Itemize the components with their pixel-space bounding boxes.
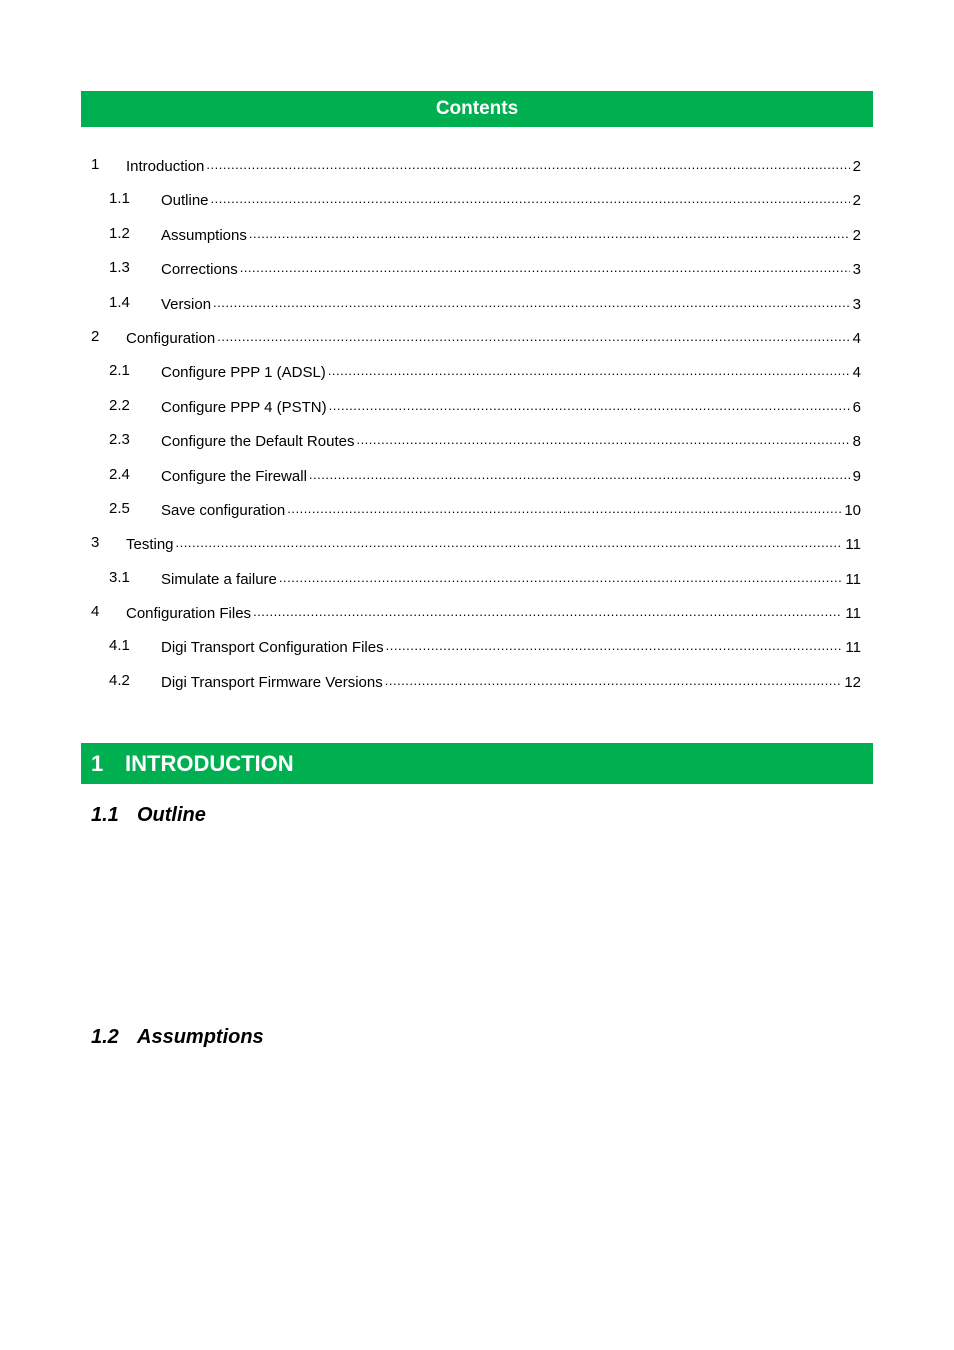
toc-entry-page: 11 xyxy=(845,639,861,657)
toc-dot-leader xyxy=(240,259,850,274)
toc-entry-page: 11 xyxy=(845,536,861,554)
toc-entry-page: 11 xyxy=(845,570,861,588)
toc-dot-leader xyxy=(328,362,850,377)
toc-entry-line xyxy=(161,466,861,485)
toc-entry-page: 3 xyxy=(852,295,861,313)
toc-entry-page: 2 xyxy=(852,158,861,175)
toc-entry-line xyxy=(161,569,861,588)
toc-entry-page: 4 xyxy=(852,329,861,347)
toc-entry-number: 2.1 xyxy=(109,362,130,380)
toc-entry-page: 2 xyxy=(852,192,861,210)
section-title: INTRODUCTION xyxy=(125,750,294,776)
toc-entry[interactable] xyxy=(81,217,873,251)
toc-dot-leader xyxy=(385,672,842,687)
toc-entry-title: Corrections xyxy=(161,261,238,279)
toc-entry-title: Configuration xyxy=(126,329,216,347)
toc-entry[interactable] xyxy=(81,629,873,663)
toc-entry-line xyxy=(161,259,861,278)
section-number: 1 xyxy=(91,750,104,776)
toc-dot-leader xyxy=(309,466,850,481)
subsection-title: Assumptions xyxy=(137,1026,264,1048)
toc-entry[interactable] xyxy=(81,389,873,423)
toc-entry[interactable] xyxy=(81,354,873,388)
toc-entry-title: Introduction xyxy=(126,158,205,175)
subsection-heading-assumptions xyxy=(91,1026,264,1049)
toc-entry-title: Version xyxy=(161,295,212,313)
toc-entry[interactable] xyxy=(81,148,873,182)
table-of-contents xyxy=(81,148,873,698)
toc-entry-number: 1.1 xyxy=(109,190,130,208)
toc-entry-page: 11 xyxy=(845,605,861,623)
toc-entry[interactable] xyxy=(81,526,873,560)
toc-dot-leader xyxy=(279,569,843,584)
toc-dot-leader xyxy=(176,534,843,549)
toc-entry-number: 2.2 xyxy=(109,396,130,414)
subsection-title: Outline xyxy=(137,804,206,826)
toc-entry-title: Configure the Default Routes xyxy=(161,433,355,451)
subsection-number: 1.2 xyxy=(91,1026,119,1048)
toc-entry-title: Testing xyxy=(126,536,174,554)
toc-entry[interactable] xyxy=(81,458,873,492)
toc-dot-leader xyxy=(356,431,849,446)
toc-entry-title: Configure PPP 1 (ADSL) xyxy=(161,364,326,382)
toc-entry-page: 9 xyxy=(852,467,861,485)
toc-entry-number: 2.4 xyxy=(109,465,130,483)
toc-entry-line xyxy=(126,156,861,175)
toc-entry[interactable] xyxy=(81,423,873,457)
toc-entry-title: Configuration Files xyxy=(126,605,252,623)
toc-entry[interactable] xyxy=(81,320,873,354)
toc-entry-page: 2 xyxy=(852,226,861,244)
toc-dot-leader xyxy=(211,190,850,205)
toc-entry-title: Assumptions xyxy=(161,226,247,244)
toc-entry-page: 3 xyxy=(852,261,861,279)
toc-entry-page: 4 xyxy=(852,364,861,382)
toc-entry-line xyxy=(161,397,861,416)
toc-entry-line xyxy=(161,431,861,450)
toc-heading: Contents xyxy=(435,98,519,119)
toc-entry-line xyxy=(161,294,861,313)
toc-entry-number: 3.1 xyxy=(109,568,130,586)
toc-dot-leader xyxy=(213,294,850,309)
toc-entry[interactable] xyxy=(81,664,873,698)
toc-entry-number: 1.4 xyxy=(109,293,130,311)
toc-entry-title: Simulate a failure xyxy=(161,570,277,588)
toc-entry-number: 4.1 xyxy=(109,637,130,655)
toc-entry[interactable] xyxy=(81,492,873,526)
toc-entry[interactable] xyxy=(81,561,873,595)
toc-entry[interactable] xyxy=(81,286,873,320)
subsection-heading-outline xyxy=(91,804,206,827)
toc-dot-leader xyxy=(217,328,849,343)
toc-dot-leader xyxy=(206,156,849,171)
toc-entry-number: 3 xyxy=(91,534,100,552)
toc-entry-number: 4.2 xyxy=(109,671,130,689)
toc-entry-line xyxy=(126,603,861,622)
toc-entry-line xyxy=(161,672,861,691)
toc-entry-number: 1.3 xyxy=(109,259,130,277)
toc-dot-leader xyxy=(386,637,843,652)
toc-dot-leader xyxy=(329,397,850,412)
toc-entry-number: 2.5 xyxy=(109,499,130,517)
toc-entry[interactable] xyxy=(81,595,873,629)
toc-entry-title: Save configuration xyxy=(161,501,286,519)
toc-entry-page: 10 xyxy=(844,501,861,519)
toc-entry-number: 1.2 xyxy=(109,224,130,242)
toc-entry-title: Digi Transport Firmware Versions xyxy=(161,673,383,691)
toc-entry-title: Outline xyxy=(161,192,209,210)
subsection-number: 1.1 xyxy=(91,804,119,826)
section-heading-bar xyxy=(81,743,873,784)
toc-entry-title: Configure PPP 4 (PSTN) xyxy=(161,398,327,416)
toc-entry-line xyxy=(161,637,861,656)
toc-entry-number: 2.3 xyxy=(109,431,130,449)
toc-entry-page: 12 xyxy=(844,673,861,691)
toc-entry-line xyxy=(161,190,861,209)
toc-dot-leader xyxy=(253,603,842,618)
toc-heading-bar xyxy=(81,91,873,127)
toc-entry-title: Digi Transport Configuration Files xyxy=(161,639,384,657)
toc-entry[interactable] xyxy=(81,251,873,285)
toc-entry-title: Configure the Firewall xyxy=(161,467,307,485)
toc-entry-page: 6 xyxy=(852,398,861,416)
toc-entry-line xyxy=(161,225,861,244)
toc-entry-line xyxy=(126,534,861,553)
toc-dot-leader xyxy=(287,500,841,515)
toc-entry-page: 8 xyxy=(852,433,861,451)
toc-entry-number: 4 xyxy=(91,603,100,621)
toc-dot-leader xyxy=(249,225,850,240)
toc-entry-line xyxy=(161,362,861,381)
toc-entry-number: 2 xyxy=(91,327,100,345)
toc-entry[interactable] xyxy=(81,182,873,216)
toc-entry-line xyxy=(126,328,861,347)
toc-entry-line xyxy=(161,500,861,519)
toc-entry-number: 1 xyxy=(91,156,100,173)
